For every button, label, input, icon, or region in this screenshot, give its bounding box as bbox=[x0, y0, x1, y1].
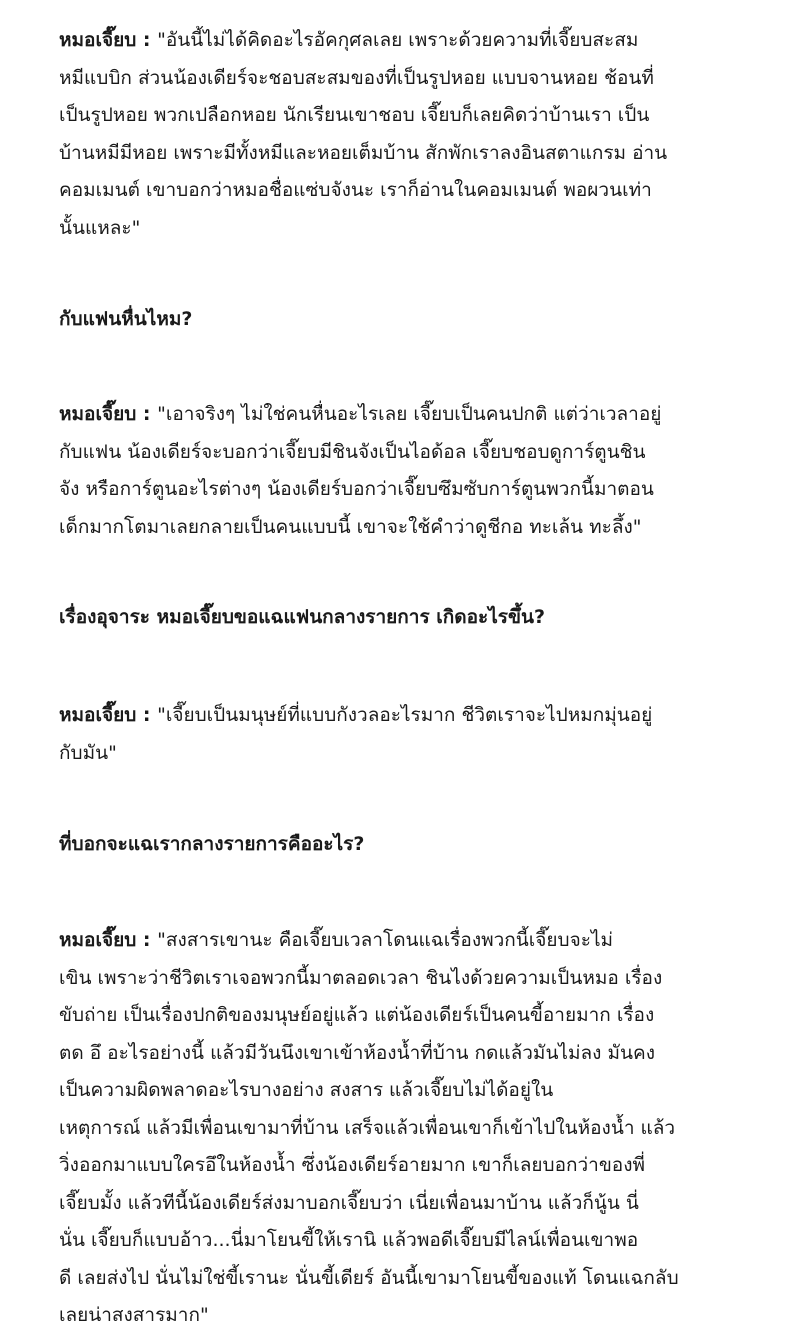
paragraph-line: "อันนี้ไม่ได้คิดอะไรอัคกุศลเลย เพราะด้วยความที่เจี๊ยบสะสม bbox=[157, 29, 639, 51]
paragraph-line: "เจี๊ยบเป็นมนุษย์ที่แบบกังวลอะไรมาก ชีวิตเราจะไปหมกมุ่นอยู่ bbox=[157, 704, 653, 726]
paragraph-line: เด็กมากโตมาเลยกลายเป็นคนแบบนี้ เขาจะใช้คำว่าดูชีกอ ทะเล้น ทะลึ้ง" bbox=[59, 515, 642, 538]
paragraph-line: นั่น เจี๊ยบก็แบบอ้าว...นี่มาโยนขี้ให้เรานิ แล้วพอดีเจี๊ยบมีไลน์เพื่อนเขาพอ bbox=[59, 1229, 639, 1251]
paragraph-line: "เอาจริงๆ ไม่ใช่คนหื่นอะไรเลย เจี๊ยบเป็นคนปกติ แต่ว่าเวลาอยู่ bbox=[157, 403, 662, 425]
paragraph-line: ตด อึ อะไรอย่างนี้ แล้วมีวันนึงเขาเข้าห้องน้ำที่บ้าน กดแล้วมันไม่ลง มันคง bbox=[59, 1041, 655, 1064]
question-heading: กับแฟนหื่นไหม? bbox=[59, 308, 193, 330]
paragraph-line: นั้นแหละ" bbox=[59, 216, 141, 239]
paragraph-line: บ้านหมีมีหอย เพราะมีทั้งหมีและหอยเต็มบ้าน สักพักเราลงอินสตาแกรม อ่าน bbox=[59, 141, 668, 164]
paragraph-line: "สงสารเขานะ คือเจี๊ยบเวลาโดนแฉเรื่องพวกนี้เจี๊ยบจะไม่ bbox=[157, 929, 614, 951]
answer-paragraph bbox=[59, 396, 661, 546]
speaker-label: หมอเจี๊ยบ : bbox=[59, 29, 158, 51]
paragraph-line: กับมัน" bbox=[59, 741, 117, 764]
paragraph-line: เป็นรูปหอย พวกเปลือกหอย นักเรียนเขาชอบ เจี๊ยบก็เลยคิดว่าบ้านเรา เป็น bbox=[59, 104, 650, 126]
paragraph-line: วิ่งออกมาแบบใครอึในห้องน้ำ ซึ่งน้องเดียร์อายมาก เขาก็เลยบอกว่าของพี่ bbox=[59, 1154, 646, 1176]
paragraph-line: กับแฟน น้องเดียร์จะบอกว่าเจี๊ยบมีชินจังเป็นไอด้อล เจี๊ยบชอบดูการ์ตูนชิน bbox=[59, 440, 646, 463]
paragraph-line: คอมเมนต์ เขาบอกว่าหมอชื่อแซ่บจังนะ เราก็อ่านในคอมเมนต์ พอผวนเท่า bbox=[59, 179, 652, 201]
paragraph-line: เขิน เพราะว่าชีวิตเราเจอพวกนี้มาตลอดเวลา ชินไงด้วยความเป็นหมอ เรื่อง bbox=[59, 966, 663, 989]
paragraph-line: หมีแบบิก ส่วนน้องเดียร์จะชอบสะสมของที่เป็นรูปหอย แบบจานหอย ช้อนที่ bbox=[59, 66, 654, 89]
paragraph-line: เป็นความผิดพลาดอะไรบางอย่าง สงสาร แล้วเจี๊ยบไม่ได้อยู่ใน bbox=[59, 1079, 554, 1101]
answer-paragraph bbox=[59, 697, 652, 772]
paragraph-line: เลยน่าสงสารมาก" bbox=[59, 1304, 209, 1326]
paragraph-line: เหตุการณ์ แล้วมีเพื่อนเขามาที่บ้าน เสร็จแล้วเพื่อนเขาก็เข้าไปในห้องน้ำ แล้ว bbox=[59, 1116, 676, 1139]
speaker-label: หมอเจี๊ยบ : bbox=[59, 704, 158, 726]
question-heading: เรื่องอุจาระ หมอเจี๊ยบขอแฉแฟนกลางรายการ เกิดอะไรขึ้น? bbox=[59, 606, 545, 628]
paragraph-line: เจี๊ยบมั้ง แล้วทีนี้น้องเดียร์ส่งมาบอกเจี๊ยบว่า เนี่ยเพื่อนมาบ้าน แล้วก็นู้น นี่ bbox=[59, 1191, 639, 1214]
paragraph-line: จัง หรือการ์ตูนอะไรต่างๆ น้องเดียร์บอกว่าเจี๊ยบซึมซับการ์ตูนพวกนี้มาตอน bbox=[59, 478, 654, 500]
paragraph-line: ขับถ่าย เป็นเรื่องปกติของมนุษย์อยู่แล้ว แต่น้องเดียร์เป็นคนขี้อายมาก เรื่อง bbox=[59, 1004, 655, 1026]
answer-paragraph bbox=[59, 922, 679, 1335]
answer-paragraph bbox=[59, 22, 667, 247]
speaker-label: หมอเจี๊ยบ : bbox=[59, 403, 158, 425]
paragraph-line: ดี เลยส่งไป นั่นไม่ใช่ขี้เรานะ นั่นขี้เดียร์ อันนี้เขามาโยนขี้ของแท้ โดนแฉกลับ bbox=[59, 1266, 679, 1289]
question-heading: ที่บอกจะแฉเรากลางรายการคืออะไร? bbox=[59, 833, 365, 855]
speaker-label: หมอเจี๊ยบ : bbox=[59, 929, 158, 951]
